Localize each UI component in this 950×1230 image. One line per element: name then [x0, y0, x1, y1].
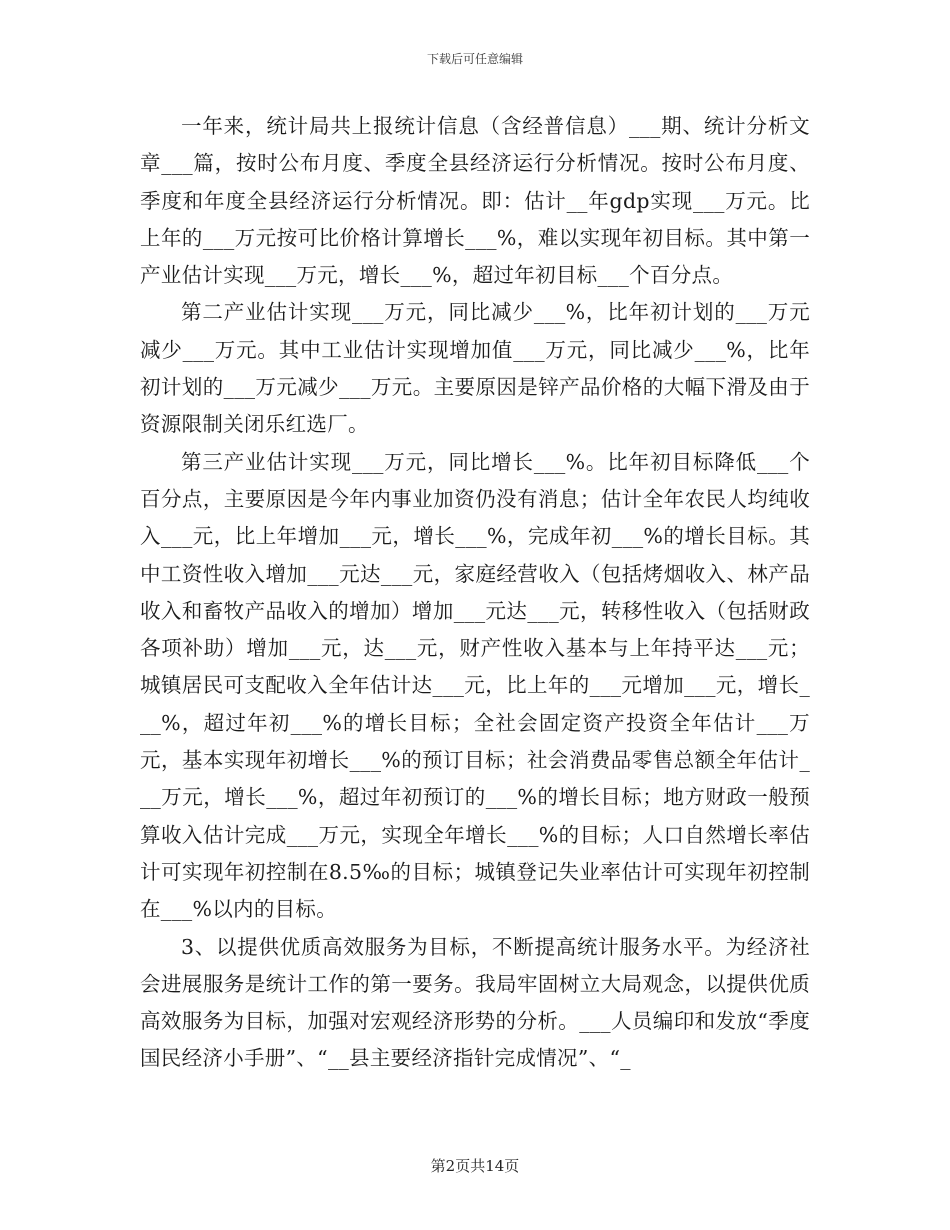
page-header: 下载后可任意编辑 — [426, 52, 523, 66]
paragraph-tertiary-industry: 第三产业估计实现___万元，同比增长___%。比年初目标降低___个百分点，主要原因是今年内事业加资仍没有消息；估计全年农民人均纯收入___元，比上年增加___元，增长___%，完成年初___%的增长目标。其中工资性收入增加___元达___元，家庭经营收入（包括烤烟收入、林产品收入和畜牧产品收入的增加）增加___元达___元，转移性收入（包括财政各项补助）增加___元，达___元，财产性收入基本与上年持平达___元；城镇居民可支配收入全年估计达___元，比上年的___元增加___元，增长___%，超过年初___%的增长目标；全社会固定资产投资全年估计___万元，基本实现年初增长___%的预订目标；社会消费品零售总额全年估计___万元，增长___%，超过年初预订的___%的增长目标；地方财政一般预算收入估计完成___万元，实现全年增长___%的目标；人口自然增长率估计可实现年初控制在8.5‰的目标；城镇登记失业率估计可实现年初控制在___%以内的目标。 — [140, 449, 810, 922]
paragraph-statistics-summary: 一年来，统计局共上报统计信息（含经普信息）___期、统计分析文章___篇，按时公布月度、季度全县经济运行分析情况。按时公布月度、季度和年度全县经济运行分析情况。即：估计__年gdp实现___万元。比上年的___万元按可比价格计算增长___%，难以实现年初目标。其中第一产业估计实现___万元，增长___%，超过年初目标___个百分点。 — [140, 114, 810, 288]
paragraph-secondary-industry: 第二产业估计实现___万元，同比减少___%，比年初计划的___万元减少___万元。其中工业估计实现增加值___万元，同比减少___%，比年初计划的___万元减少___万元。主要原因是锌产品价格的大幅下滑及由于资源限制关闭乐红选厂。 — [140, 300, 810, 437]
page-number: 第2页共14页 — [430, 1157, 520, 1175]
paragraph-service-level: 3、以提供优质高效服务为目标，不断提高统计服务水平。为经济社会进展服务是统计工作的第一要务。我局牢固树立大局观念，以提供优质高效服务为目标，加强对宏观经济形势的分析。___人员编印和发放“季度国民经济小手册”、“__县主要经济指针完成情况”、“_ — [140, 934, 810, 1071]
document-body — [140, 108, 810, 1078]
